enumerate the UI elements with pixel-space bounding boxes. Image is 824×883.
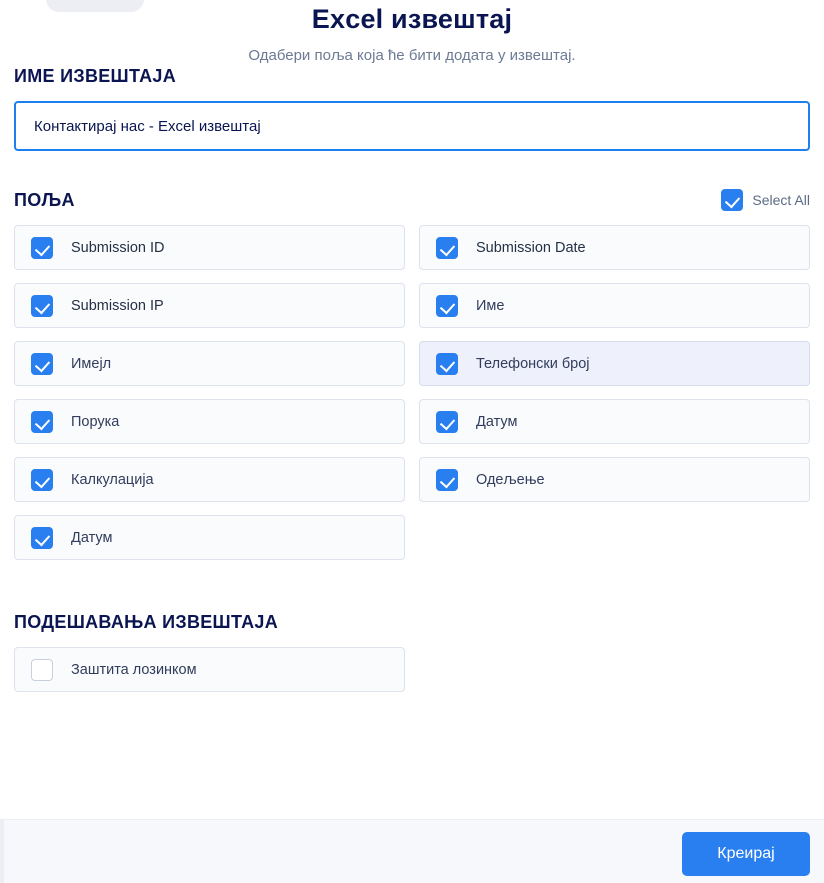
select-all-control[interactable] bbox=[721, 189, 810, 211]
create-button[interactable]: Креирај bbox=[682, 832, 810, 876]
field-checkbox[interactable] bbox=[31, 353, 53, 375]
dialog-body bbox=[0, 66, 824, 692]
report-settings-label: ПОДЕШАВАЊА ИЗВЕШТАЈА bbox=[14, 612, 279, 632]
field-checkbox[interactable] bbox=[436, 353, 458, 375]
field-row[interactable] bbox=[419, 341, 810, 386]
field-label: Датум bbox=[476, 413, 518, 430]
field-row[interactable] bbox=[419, 283, 810, 328]
setting-label: Заштита лозинком bbox=[71, 661, 197, 678]
field-checkbox[interactable] bbox=[436, 469, 458, 491]
footer-left-strip bbox=[0, 819, 4, 883]
field-row[interactable] bbox=[419, 457, 810, 502]
field-label: Телефонски број bbox=[476, 355, 590, 372]
field-label: Име bbox=[476, 297, 505, 314]
setting-checkbox[interactable] bbox=[31, 659, 53, 681]
page-subtitle: Одабери поља која ће бити додата у извештај. bbox=[248, 47, 576, 64]
report-name-input[interactable] bbox=[14, 101, 810, 151]
field-row[interactable] bbox=[14, 341, 405, 386]
field-checkbox[interactable] bbox=[31, 411, 53, 433]
field-checkbox[interactable] bbox=[31, 295, 53, 317]
field-checkbox[interactable] bbox=[31, 527, 53, 549]
field-label: Submission Date bbox=[476, 239, 586, 256]
dialog-footer bbox=[0, 819, 824, 883]
field-label: Порука bbox=[71, 413, 120, 430]
fields-label: ПОЉА bbox=[14, 189, 75, 210]
field-row[interactable] bbox=[14, 457, 405, 502]
page-title: Excel извештај bbox=[311, 4, 513, 34]
field-row[interactable] bbox=[14, 515, 405, 560]
select-all-checkbox[interactable] bbox=[721, 189, 743, 211]
field-row[interactable] bbox=[14, 225, 405, 270]
setting-row-password-protection[interactable] bbox=[14, 647, 405, 692]
field-row[interactable] bbox=[14, 399, 405, 444]
field-checkbox[interactable] bbox=[436, 237, 458, 259]
field-label: Имејл bbox=[71, 355, 112, 372]
field-label: Калкулација bbox=[71, 471, 154, 488]
field-checkbox[interactable] bbox=[31, 237, 53, 259]
field-row[interactable] bbox=[419, 399, 810, 444]
field-label: Одељење bbox=[476, 471, 545, 488]
logo-pill bbox=[46, 0, 144, 12]
fields-grid bbox=[14, 225, 810, 560]
report-name-label: ИМЕ ИЗВЕШТАЈА bbox=[14, 66, 177, 86]
select-all-label: Select All bbox=[752, 192, 810, 208]
field-label: Submission ID bbox=[71, 239, 165, 256]
field-label: Датум bbox=[71, 529, 113, 546]
field-row[interactable] bbox=[14, 283, 405, 328]
field-checkbox[interactable] bbox=[31, 469, 53, 491]
report-settings-grid bbox=[14, 647, 810, 692]
fields-header bbox=[14, 189, 810, 211]
field-checkbox[interactable] bbox=[436, 295, 458, 317]
field-label: Submission IP bbox=[71, 297, 164, 314]
field-row[interactable] bbox=[419, 225, 810, 270]
field-checkbox[interactable] bbox=[436, 411, 458, 433]
